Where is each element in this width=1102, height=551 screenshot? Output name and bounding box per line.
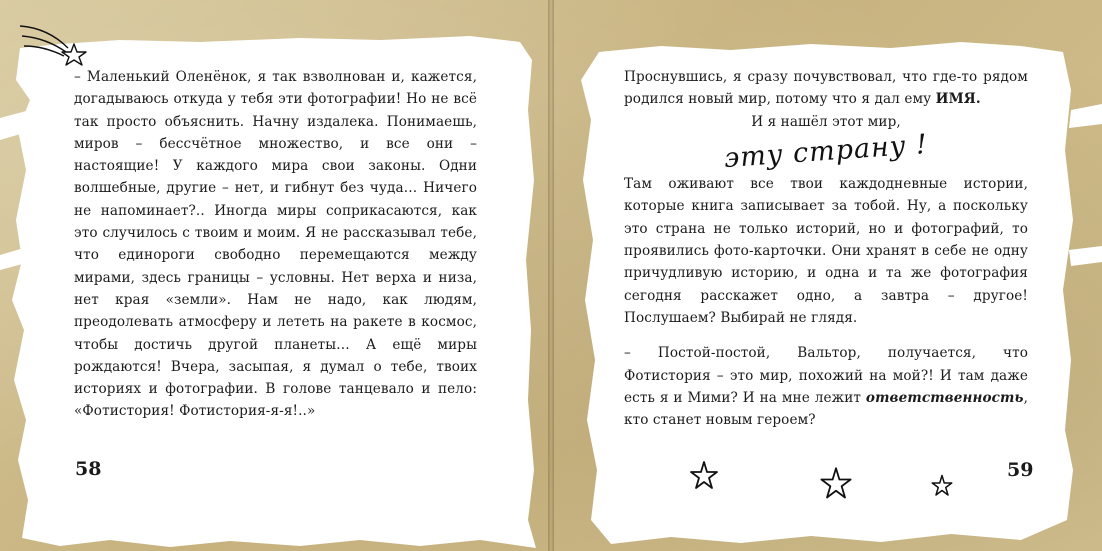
intro-bold-word: ИМЯ. xyxy=(935,91,981,108)
star-icon xyxy=(818,466,854,502)
left-body-text xyxy=(74,66,477,423)
page-number-right: 59 xyxy=(1007,459,1034,481)
page-number-left: 58 xyxy=(75,458,102,480)
star-icon xyxy=(688,460,720,492)
handwritten-heading: эту страну ! xyxy=(723,128,929,174)
para3-emphasis: ответственность xyxy=(865,389,1024,406)
star-icon xyxy=(930,474,954,498)
right-page xyxy=(551,0,1102,551)
para3-before: – Постой-постой, Вальтор, получается, что Фотистория – это мир, похожий на мой?! И там даже есть я и Мими? И на мне лежит xyxy=(624,345,1028,406)
right-intro xyxy=(624,66,1028,111)
shooting-star-icon xyxy=(18,14,93,66)
right-body-text xyxy=(624,66,1028,431)
right-paragraph-3 xyxy=(624,342,1028,431)
left-paragraph: – Маленький Оленёнок, я так взволнован и, кажется, догадываюсь откуда у тебя эти фотографии! Но не всё так просто объяснить. Начну издалека. Понимаешь, миров – бессчётное множество, и все они – настоящие! У каждого мира свои законы. Одни волшебные, другие – нет, и гибнут без чуда… Ничего не напоминает?.. Иногда миры соприкасаются, как это случилось с твоим и моим. Я не рассказывал тебе, что единороги свободно перемещаются между мирами, здесь границы – условны. Нет верха и низа, нет края «земли». Нам не надо, как людям, преодолевать атмосферу и лететь на ракете в космос, чтобы достичь другой планеты… А ещё миры рождаются! Вчера, засыпая, я думал о тебе, твоих историях и фотографии. В голове танцевало и пело: «Фотистория! Фотистория-я-я!..» xyxy=(74,69,477,420)
intro-line-2: И я нашёл этот мир, xyxy=(751,113,901,130)
intro-text: Проснувшись, я сразу почувствовал, что где-то рядом родился новый мир, потому что я дал ему xyxy=(624,69,1028,108)
para3-after: , кто станет новым героем? xyxy=(624,389,1028,429)
right-paragraph-2: Там оживают все твои каждодневные истории, которые книга записывает за тобой. Ну, а поскольку это страна не только историй, но и фотографий, то проявились фото-карточки. Они хранят в себе не одну причудливую историю, и одна и та же фотография сегодня расскажет одно, а завтра – другое! Послушаем? Выбирай не глядя. xyxy=(624,176,1028,326)
